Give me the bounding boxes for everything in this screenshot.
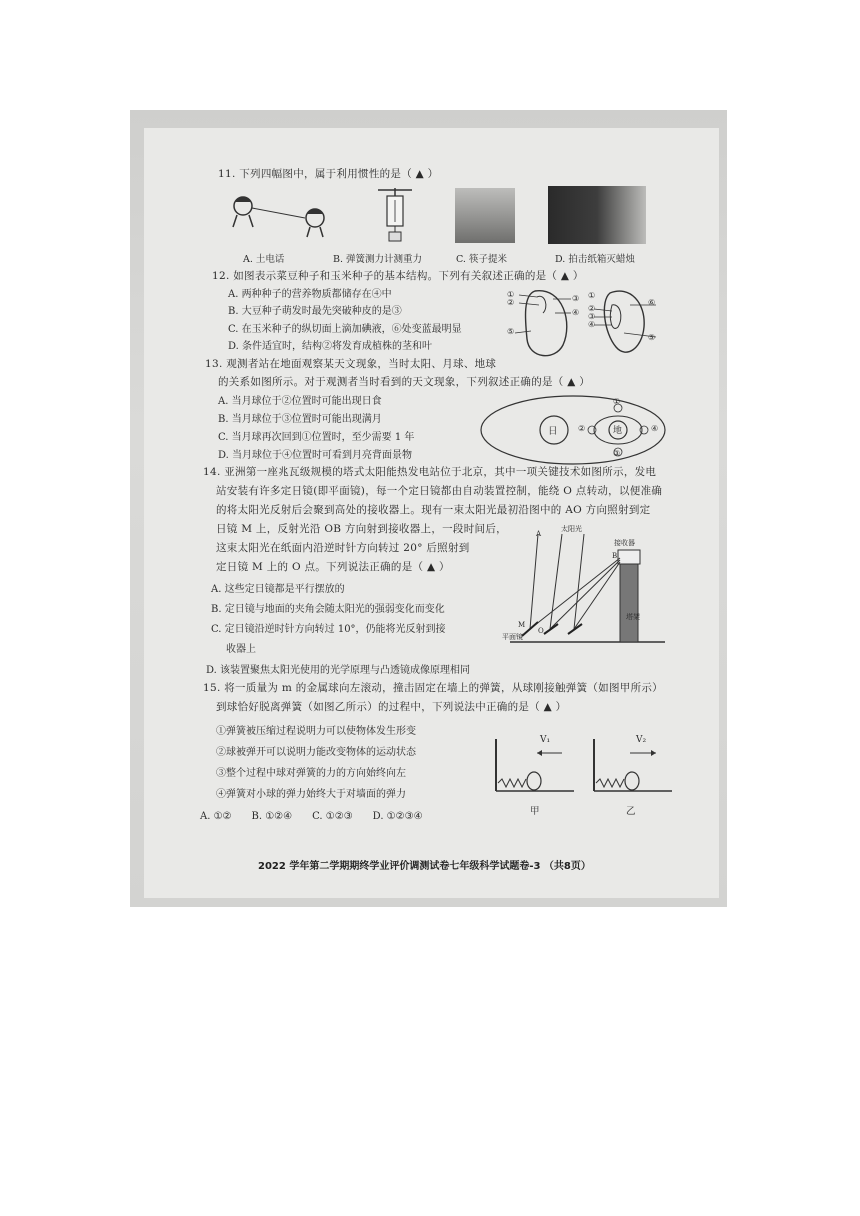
q15-statement-2: ②球被弹开可以说明力能改变物体的运动状态 <box>216 747 416 758</box>
q12-corn-label-1: ① <box>588 291 596 300</box>
q15-line-2: 到球恰好脱离弹簧（如图乙所示）的过程中，下列说法中正确的是（ ▲ ） <box>216 701 567 713</box>
q12-bean-label-4: ④ <box>572 308 580 317</box>
q13-position-1: ① <box>613 397 621 406</box>
q11-image-b-spring-scale <box>370 186 420 246</box>
q12-corn-seed-diagram <box>590 283 670 363</box>
q11-image-d-box-candle-photo <box>548 186 646 244</box>
q11-option-b: B. 弹簧测力计测重力 <box>333 254 423 265</box>
q12-option-d: D. 条件适宜时，结构②将发育成植株的茎和叶 <box>228 341 433 352</box>
q14-line-2: 站安装有许多定日镜(即平面镜)，每一个定日镜都由自动装置控制，能绕 O 点转动，以便准确 <box>216 485 663 497</box>
q15-statement-3: ③整个过程中球对弹簧的力的方向始终向左 <box>216 768 406 779</box>
q15-choices: A. ①② B. ①②④ C. ①②③ D. ①②③④ <box>200 811 423 822</box>
q15-figure-b-diagram <box>590 735 675 795</box>
q14-option-a: A. 这些定日镜都是平行摆放的 <box>211 584 345 595</box>
q14-label-mirror: 平面镜 <box>502 633 523 641</box>
q15-statement-1: ①弹簧被压缩过程说明力可以使物体发生形变 <box>216 726 416 737</box>
q14-line-4: 日镜 M 上，反射光沿 OB 方向射到接收器上，一段时间后， <box>216 523 507 535</box>
q12-corn-label-5: ⑤ <box>648 333 656 342</box>
q11-image-a-phone <box>225 188 335 243</box>
q12-corn-label-6: ⑥ <box>648 298 656 307</box>
q12-bean-label-3: ③ <box>572 294 580 303</box>
q13-sun-label: 日 <box>548 426 558 437</box>
q15-v1-label: V₁ <box>540 735 551 745</box>
q13-earth-label: 地 <box>613 426 623 436</box>
q14-label-a: A <box>536 530 542 538</box>
q15-figure-a-diagram <box>492 735 577 795</box>
q13-position-3: ③ <box>613 449 621 458</box>
page-footer: 2022 学年第二学期期终学业评价调测试卷七年级科学试题卷-3 （共8页） <box>258 861 591 872</box>
q13-position-4: ④ <box>651 424 659 433</box>
q14-option-d: D. 该装置聚焦太阳光使用的光学原理与凸透镜成像原理相同 <box>206 665 471 676</box>
q11-option-d: D. 拍击纸箱灭蜡烛 <box>555 254 635 265</box>
q14-label-sunlight: 太阳光 <box>561 525 582 533</box>
q12-option-c: C. 在玉米种子的纵切面上滴加碘液，⑥处变蓝最明显 <box>228 324 462 335</box>
q14-option-b: B. 定日镜与地面的夹角会随太阳光的强弱变化而变化 <box>211 604 445 615</box>
q15-v2-label: V₂ <box>636 735 647 745</box>
q14-label-m: M <box>518 621 526 629</box>
q14-solar-tower-diagram <box>500 524 670 644</box>
q12-corn-label-4: ④ <box>588 320 596 329</box>
q12-stem: 12. 如图表示菜豆种子和玉米种子的基本结构。下列有关叙述正确的是（ ▲ ） <box>212 270 584 282</box>
q15-figure-a-caption: 甲 <box>530 806 540 817</box>
q13-stem-line-2: 的关系如图所示。对于观测者当时看到的天文现象，下列叙述正确的是（ ▲ ） <box>218 376 591 388</box>
q14-option-c: C. 定日镜沿逆时针方向转过 10°，仍能将光反射到接 <box>211 624 446 635</box>
q12-option-b: B. 大豆种子萌发时最先突破种皮的是③ <box>228 306 402 317</box>
q14-label-receiver: 接收器 <box>614 539 635 547</box>
q12-option-a: A. 两种种子的营养物质都储存在④中 <box>228 289 392 300</box>
q13-option-b: B. 当月球位于③位置时可能出现满月 <box>218 414 382 425</box>
q14-line-1: 14. 亚洲第一座兆瓦级规模的塔式太阳能热发电站位于北京，其中一项关键技术如图所示，发电 <box>203 466 657 478</box>
q14-line-5: 这束太阳光在纸面内沿逆时针方向转过 20° 后照射到 <box>216 542 470 554</box>
q11-image-c-chopsticks-photo <box>455 188 515 243</box>
q13-orbit-diagram <box>478 392 668 468</box>
q11-option-a: A. 土电话 <box>243 254 285 265</box>
q14-option-c-cont: 收器上 <box>226 644 256 655</box>
q12-bean-label-2: ② <box>507 298 515 307</box>
q14-line-6: 定日镜 M 上的 O 点。下列说法正确的是（ ▲ ） <box>216 561 450 573</box>
q14-label-b: B <box>612 552 618 560</box>
q15-figure-b-caption: 乙 <box>626 806 636 817</box>
q14-label-o: O <box>538 627 544 635</box>
q15-statement-4: ④弹簧对小球的弹力始终大于对墙面的弹力 <box>216 789 406 800</box>
q13-stem-line-1: 13. 观测者站在地面观察某天文现象，当时太阳、月球、地球 <box>205 358 497 370</box>
q14-label-tower: 塔架 <box>626 613 640 621</box>
q11-option-c: C. 筷子提米 <box>456 254 507 265</box>
q12-corn-label-2: ② <box>588 304 596 313</box>
q12-corn-label-3: ③ <box>588 312 596 321</box>
q15-line-1: 15. 将一质量为 m 的金属球向左滚动，撞击固定在墙上的弹簧，从球刚接触弹簧（如图甲所示） <box>203 682 663 694</box>
q13-position-2: ② <box>578 424 586 433</box>
q11-stem: 11. 下列四幅图中，属于利用惯性的是（ ▲ ） <box>218 168 439 180</box>
q13-option-a: A. 当月球位于②位置时可能出现日食 <box>218 396 382 407</box>
q12-bean-label-1: ① <box>507 290 515 299</box>
q14-line-3: 的将太阳光反射后会聚到高处的接收器上。现有一束太阳光最初沿图中的 AO 方向照射到定 <box>216 504 651 516</box>
q13-option-d: D. 当月球位于④位置时可看到月亮背面景物 <box>218 450 413 461</box>
q13-option-c: C. 当月球再次回到①位置时，至少需要 1 年 <box>218 432 415 443</box>
q12-bean-label-5: ⑤ <box>507 327 515 336</box>
